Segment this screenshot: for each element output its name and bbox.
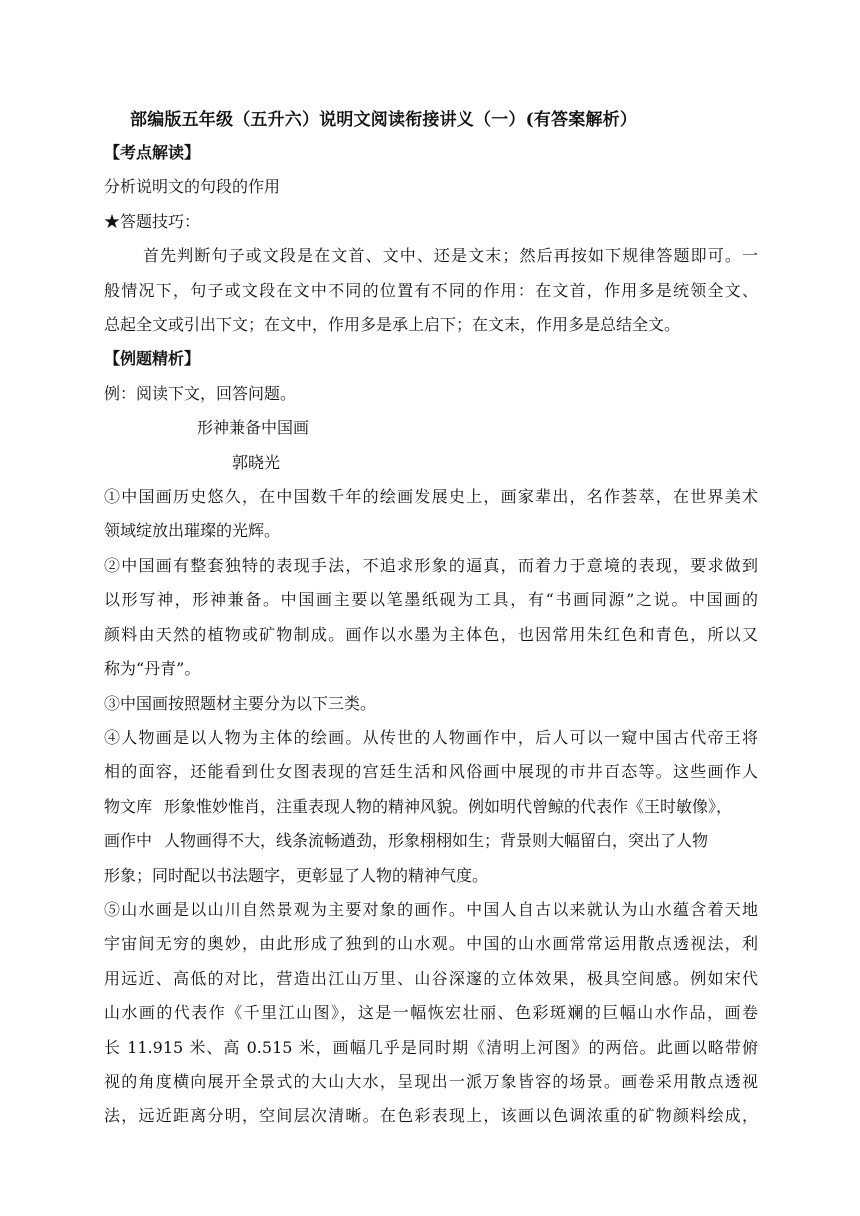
paragraph-line: ①中国画历史悠久，在中国数千年的绘画发展史上，画家辈出，名作荟萃，在世界美术 — [104, 487, 758, 507]
section-heading-example: 【例题精析】 — [104, 349, 201, 369]
paragraph-line: 长 11.915 米、高 0.515 米，画幅几乎是同时期《清明上河图》的两倍。此画以略带俯 — [104, 1037, 758, 1057]
paragraph-line: ④人物画是以人物为主体的绘画。从传世的人物画作中，后人可以一窥中国古代帝王将 — [104, 727, 758, 747]
tips-label: ★答题技巧： — [104, 211, 201, 231]
topic-line: 分析说明文的句段的作用 — [104, 177, 281, 197]
paragraph-line: 称为“丹青”。 — [104, 659, 201, 679]
paragraph-line: 领域绽放出璀璨的光辉。 — [104, 521, 281, 541]
paragraph-line: 以形写神，形神兼备。中国画主要以笔墨纸砚为工具，有“书画同源”之说。中国画的 — [104, 590, 758, 610]
tips-line: 总起全文或引出下文；在文中，作用多是承上启下；在文末，作用多是总结全文。 — [104, 315, 681, 335]
paragraph-line: ③中国画按照题材主要分为以下三类。 — [104, 693, 377, 713]
paragraph-fragment: 人物画得不大，线条流畅遒劲，形象栩栩如生；背景则大幅留白，突出了人物 — [164, 831, 709, 851]
article-author: 郭晓光 — [232, 452, 281, 472]
paragraph-line: 颜料由天然的植物或矿物制成。画作以水墨为主体色，也因常用朱红色和青色，所以又 — [104, 624, 758, 644]
paragraph-line: 视的角度横向展开全景式的大山大水，呈现出一派万象皆容的场景。画卷采用散点透视 — [104, 1071, 758, 1091]
paragraph-line: 山水画的代表作《千里江山图》，这是一幅恢宏壮丽、色彩斑斓的巨幅山水作品，画卷 — [104, 1003, 758, 1023]
document-page — [104, 104, 758, 1134]
paragraph-line: 形象；同时配以书法题字，更彰显了人物的精神气度。 — [104, 865, 489, 885]
paragraph-fragment: 物文库 — [104, 796, 153, 816]
paragraph-line — [104, 824, 758, 858]
document-title: 部编版五年级（五升六）说明文阅读衔接讲义（一）(有答案解析） — [130, 110, 638, 130]
paragraph-line: 法，远近距离分明，空间层次清晰。在色彩表现上，该画以色调浓重的矿物颜料绘成， — [104, 1106, 758, 1126]
paragraph-fragment: 形象惟妙惟肖，注重表现人物的精神风貌。例如明代曾鲸的代表作《王时敏像》， — [164, 796, 733, 816]
paragraph-line: ⑤山水画是以山川自然景观为主要对象的画作。中国人自古以来就认为山水蕴含着天地 — [104, 899, 758, 919]
paragraph-line: 用远近、高低的对比，营造出江山万里、山谷深邃的立体效果，极具空间感。例如宋代 — [104, 968, 758, 988]
paragraph-line: 相的面容，还能看到仕女图表现的宫廷生活和风俗画中展现的市井百态等。这些画作人 — [104, 762, 758, 782]
paragraph-line: ②中国画有整套独特的表现手法，不追求形象的逼真，而着力于意境的表现，要求做到 — [104, 555, 758, 575]
paragraph-line — [104, 790, 758, 824]
example-intro: 例：阅读下文，回答问题。 — [104, 383, 297, 403]
paragraph-fragment: 画作中 — [104, 831, 153, 851]
section-heading-key-points: 【考点解读】 — [104, 143, 201, 162]
paragraph-line: 宇宙间无穷的奥妙，由此形成了独到的山水观。中国的山水画常常运用散点透视法，利 — [104, 934, 758, 954]
tips-line: 般情况下，句子或文段在文中不同的位置有不同的作用：在文首，作用多是统领全文、 — [104, 280, 758, 300]
article-title: 形神兼备中国画 — [197, 418, 310, 438]
tips-line: 首先判断句子或文段是在文首、文中、还是文末；然后再按如下规律答题即可。一 — [143, 246, 758, 266]
